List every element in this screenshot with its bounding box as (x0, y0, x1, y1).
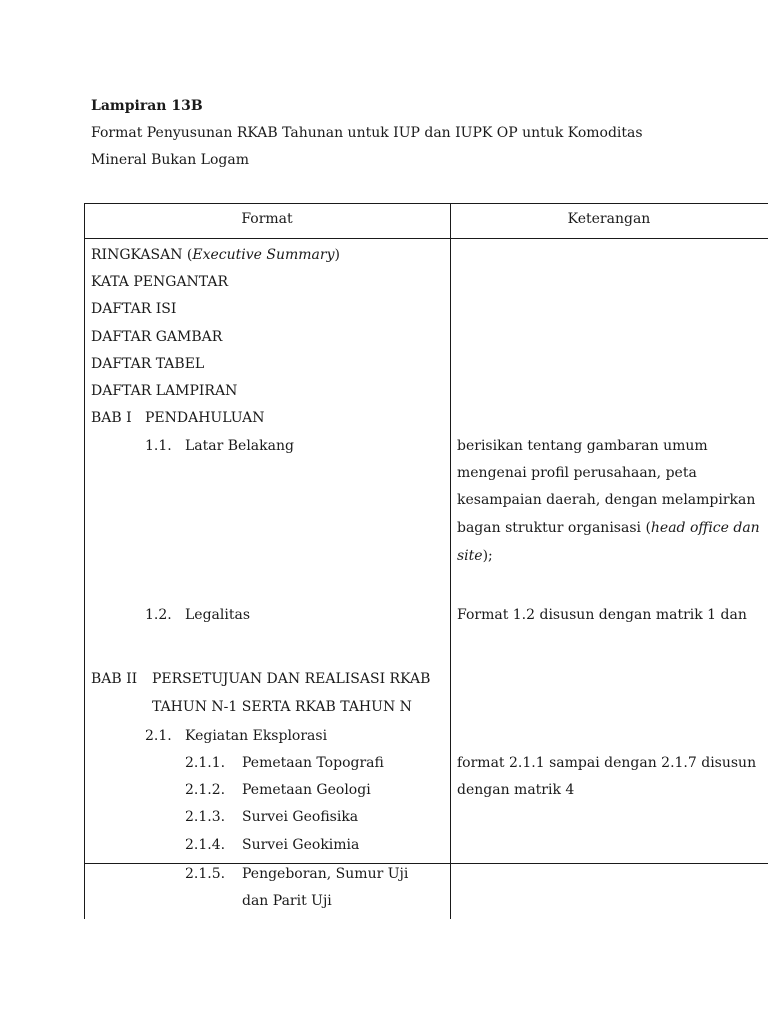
row-daftar-gambar: DAFTAR GAMBAR (91, 329, 223, 345)
table-top-border (84, 203, 768, 204)
note-11-line-5 (457, 543, 493, 570)
ringkasan-italic: Executive Summary (192, 247, 335, 263)
row-s215-title-2: dan Parit Uji (242, 893, 332, 909)
row-s21-title: Kegiatan Eksplorasi (185, 728, 328, 744)
row-daftar-isi: DAFTAR ISI (91, 301, 177, 317)
row-s21-num: 2.1. (145, 728, 172, 744)
row-s215-title-1: Pengeboran, Sumur Uji (242, 866, 409, 882)
table-left-border (84, 203, 85, 919)
row-ringkasan (91, 242, 340, 269)
row-s215-num: 2.1.5. (185, 866, 226, 882)
row-daftar-lampiran: DAFTAR LAMPIRAN (91, 383, 238, 399)
heading-line-2: Mineral Bukan Logam (91, 152, 249, 168)
row-bab1-num: BAB I (91, 410, 132, 426)
note-12: Format 1.2 disusun dengan matrik 1 dan (457, 607, 747, 623)
row-daftar-tabel: DAFTAR TABEL (91, 356, 205, 372)
row-bab2-num: BAB II (91, 671, 138, 687)
row-s211-num: 2.1.1. (185, 755, 226, 771)
note-21-line-2: dengan matrik 4 (457, 782, 575, 798)
row-s12-num: 1.2. (145, 607, 172, 623)
ringkasan-close: ) (334, 247, 340, 263)
note-21-line-1: format 2.1.1 sampai dengan 2.1.7 disusun (457, 755, 757, 771)
document-heading (91, 93, 643, 174)
row-s11-title: Latar Belakang (185, 438, 294, 454)
header-keterangan: Keterangan (567, 211, 651, 227)
row-s212-title: Pemetaan Geologi (242, 782, 371, 798)
note-11-line-2: mengenai profil perusahaan, peta (457, 465, 697, 481)
note-11-line-4 (457, 515, 760, 542)
row-bab1-title: PENDAHULUAN (145, 410, 265, 426)
header-divider (84, 238, 768, 239)
row-s11-num: 1.1. (145, 438, 172, 454)
row-s214-num: 2.1.4. (185, 837, 226, 853)
row-s213-title: Survei Geofisika (242, 809, 359, 825)
row-s211-title: Pemetaan Topografi (242, 755, 384, 771)
note-11-line-4-text: bagan struktur organisasi ( (457, 520, 651, 536)
row-kata-pengantar: KATA PENGANTAR (91, 274, 229, 290)
ringkasan-label: RINGKASAN ( (91, 247, 193, 263)
note-11-line-4-italic: head office dan (650, 520, 760, 536)
note-11-line-5-text: ); (482, 548, 493, 564)
appendix-title: Lampiran 13B (91, 98, 203, 114)
heading-line-1: Format Penyusunan RKAB Tahunan untuk IUP dan IUPK OP untuk Komoditas (91, 125, 643, 141)
header-format: Format (241, 211, 293, 227)
row-s214-title: Survei Geokimia (242, 837, 360, 853)
note-11-line-1: berisikan tentang gambaran umum (457, 438, 708, 454)
row-bab2-title-1: PERSETUJUAN DAN REALISASI RKAB (152, 671, 431, 687)
row-s212-num: 2.1.2. (185, 782, 226, 798)
row-s213-num: 2.1.3. (185, 809, 226, 825)
column-divider (450, 203, 451, 919)
note-11-line-3: kesampaian daerah, dengan melampirkan (457, 492, 756, 508)
row-s12-title: Legalitas (185, 607, 251, 623)
note-11-line-5-italic: site (457, 548, 483, 564)
row-bab2-title-2: TAHUN N-1 SERTA RKAB TAHUN N (152, 699, 412, 715)
